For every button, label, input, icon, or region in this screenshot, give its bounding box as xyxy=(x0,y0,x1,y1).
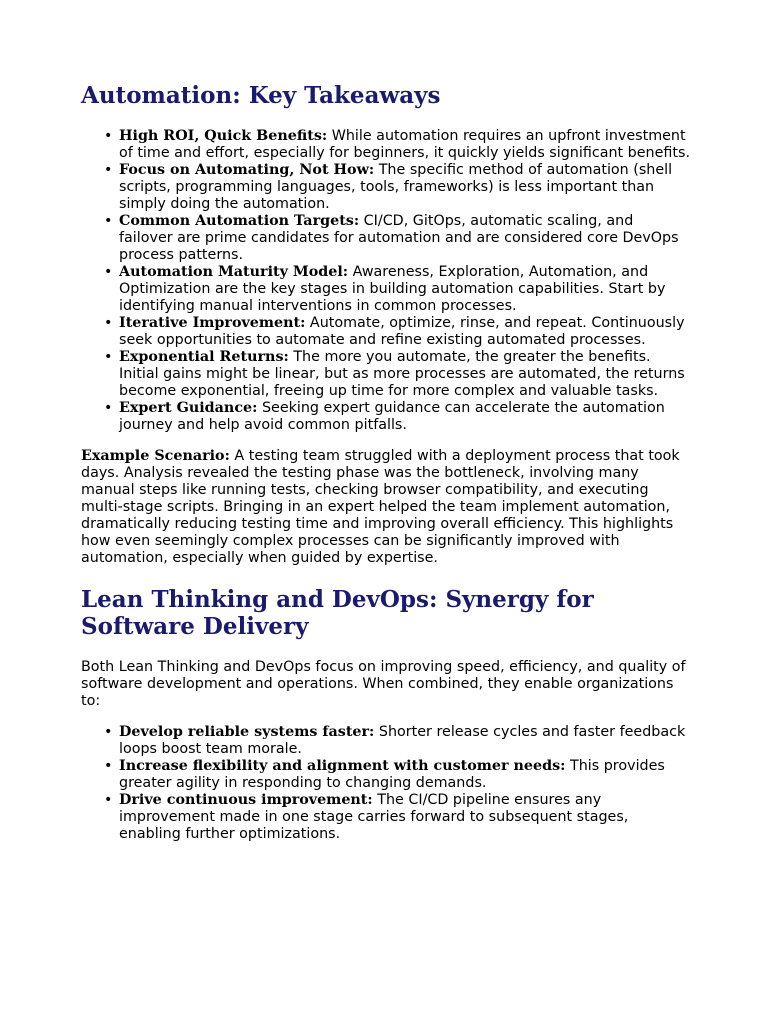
item-lead: Common Automation Targets: xyxy=(119,213,360,229)
automation-takeaways-list xyxy=(81,128,691,434)
example-scenario-paragraph xyxy=(81,448,691,567)
item-lead: Expert Guidance: xyxy=(119,400,258,416)
list-item xyxy=(119,349,691,400)
lean-benefits-list xyxy=(81,724,691,843)
item-text: The more you automate, the greater the benefits. Initial gains might be linear, but as more processes are automated, the returns become exponential, freeing up time for more complex and valuable tasks. xyxy=(119,349,685,399)
document-page xyxy=(81,82,691,843)
item-lead: Increase flexibility and alignment with customer needs: xyxy=(119,758,566,774)
list-item xyxy=(119,162,691,213)
item-lead: Automation Maturity Model: xyxy=(119,264,349,280)
example-text: A testing team struggled with a deployment process that took days. Analysis revealed the testing phase was the bottleneck, involving many manual steps like running tests, checking browser compatibility, and executing multi-stage scripts. Bringing in an expert helped the team implement automation, dramatically reducing testing time and improving overall efficiency. This highlights how even seemingly complex processes can be significantly improved with automation, especially when guided by expertise. xyxy=(81,448,680,566)
list-item xyxy=(119,264,691,315)
section-heading-automation: Automation: Key Takeaways xyxy=(81,82,441,109)
item-lead: High ROI, Quick Benefits: xyxy=(119,128,328,144)
list-item xyxy=(119,128,691,162)
list-item xyxy=(119,792,691,843)
item-text: Awareness, Exploration, Automation, and Optimization are the key stages in building automation capabilities. Start by identifying manual interventions in common processes. xyxy=(119,264,666,314)
list-item xyxy=(119,724,691,758)
item-text: The specific method of automation (shell scripts, programming languages, tools, frameworks) is less important than simply doing the automation. xyxy=(119,162,673,212)
list-item xyxy=(119,213,691,264)
item-text: Shorter release cycles and faster feedback loops boost team morale. xyxy=(119,724,686,757)
item-text: This provides greater agility in responding to changing demands. xyxy=(119,758,665,791)
lean-intro-paragraph: Both Lean Thinking and DevOps focus on improving speed, efficiency, and quality of software development and operations. When combined, they enable organizations to: xyxy=(81,659,686,709)
section-heading-lean-devops: Lean Thinking and DevOps: Synergy for Software Delivery xyxy=(81,586,594,640)
item-text: CI/CD, GitOps, automatic scaling, and failover are prime candidates for automation and are considered core DevOps process patterns. xyxy=(119,213,679,263)
item-text: The CI/CD pipeline ensures any improvement made in one stage carries forward to subsequent stages, enabling further optimizations. xyxy=(119,792,629,842)
item-text: Seeking expert guidance can accelerate the automation journey and help avoid common pitfalls. xyxy=(119,400,665,433)
list-item xyxy=(119,315,691,349)
item-lead: Iterative Improvement: xyxy=(119,315,306,331)
item-text: Automate, optimize, rinse, and repeat. Continuously seek opportunities to automate and refine existing automated processes. xyxy=(119,315,685,348)
list-item xyxy=(119,400,691,434)
item-lead: Focus on Automating, Not How: xyxy=(119,162,375,178)
item-lead: Exponential Returns: xyxy=(119,349,289,365)
item-text: While automation requires an upfront investment of time and effort, especially for beginners, it quickly yields significant benefits. xyxy=(119,128,691,161)
item-lead: Drive continuous improvement: xyxy=(119,792,373,808)
example-lead: Example Scenario: xyxy=(81,448,230,464)
item-lead: Develop reliable systems faster: xyxy=(119,724,375,740)
list-item xyxy=(119,758,691,792)
